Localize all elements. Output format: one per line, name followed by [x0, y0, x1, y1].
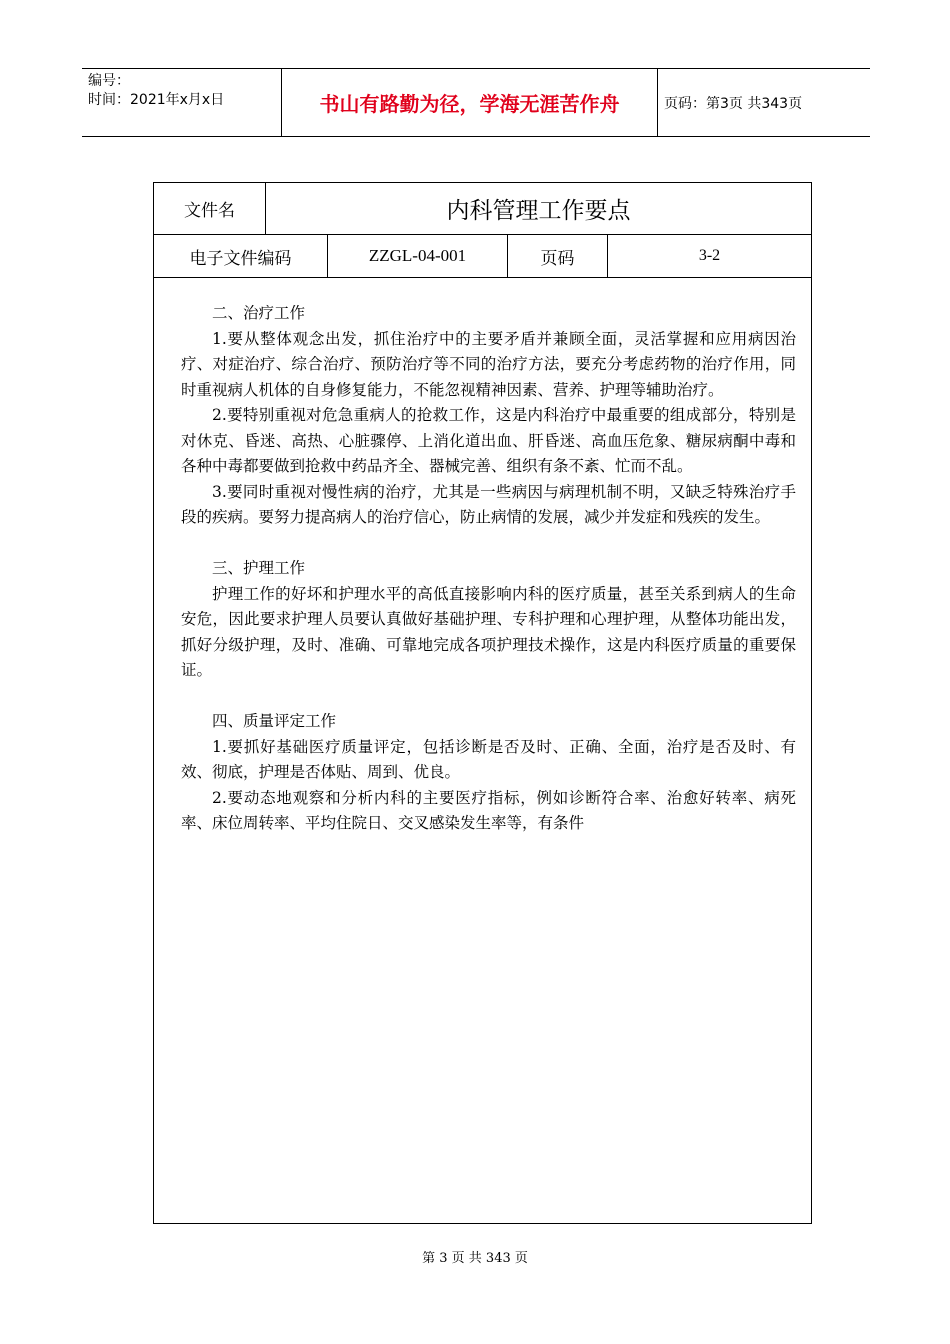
paragraph: 2.要动态地观察和分析内科的主要医疗指标，例如诊断符合率、治愈好转率、病死率、床位周转率、平均住院日、交叉感染发生率等，有条件: [181, 788, 796, 832]
paragraph: 护理工作的好坏和护理水平的高低直接影响内科的医疗质量，甚至关系到病人的生命安危，因此要求护理人员要认真做好基础护理、专科护理和心理护理，从整体功能出发，抓好分级护理，及时、准确、可靠地完成各项护理技术操作，这是内科医疗质量的重要保证。: [181, 584, 796, 679]
page-value: 3-2: [698, 247, 721, 264]
page-label: 页码: [508, 235, 608, 277]
document-frame: [153, 182, 812, 1224]
paragraph: 1.要从整体观念出发，抓住治疗中的主要矛盾并兼顾全面，灵活掌握和应用病因治疗、对症治疗、综合治疗、预防治疗等不同的治疗方法，要充分考虑药物的治疗作用，同时重视病人机体的自身修复能力，不能忽视精神因素、营养、护理等辅助治疗。: [181, 329, 796, 399]
header-number: 编号：: [88, 73, 130, 89]
page-footer: 第 3 页 共 343 页: [422, 1251, 528, 1266]
section-heading: 三、护理工作: [212, 559, 306, 577]
meta-row: [154, 235, 811, 278]
header-time: 时间：2021年x月x日: [88, 92, 225, 108]
title-row: [154, 183, 811, 235]
header-meta: [82, 69, 282, 136]
filename-label: 文件名: [154, 183, 266, 234]
code-value: ZZGL-04-001: [328, 235, 508, 277]
header-motto: 书山有路勤为径，学海无涯苦作舟: [282, 69, 658, 136]
page-header: [82, 68, 870, 137]
section-heading: 二、治疗工作: [212, 304, 306, 322]
header-page-info: 页码：第3页 共343页: [664, 95, 803, 112]
code-label: 电子文件编码: [154, 235, 328, 277]
document-body: [181, 301, 796, 837]
paragraph: 2.要特别重视对危急重病人的抢救工作，这是内科治疗中最重要的组成部分，特别是对休克、昏迷、高热、心脏骤停、上消化道出血、肝昏迷、高血压危象、糖尿病酮中毒和各种中毒都要做到抢救中药品齐全、器械完善、组织有条不紊、忙而不乱。: [181, 406, 796, 475]
paragraph: 1.要抓好基础医疗质量评定，包括诊断是否及时、正确、全面，治疗是否及时、有效、彻底，护理是否体贴、周到、优良。: [181, 737, 796, 781]
paragraph: 3.要同时重视对慢性病的治疗，尤其是一些病因与病理机制不明，又缺乏特殊治疗手段的疾病。要努力提高病人的治疗信心，防止病情的发展，减少并发症和残疾的发生。: [181, 482, 796, 526]
document-title: 内科管理工作要点: [446, 198, 631, 224]
section-heading: 四、质量评定工作: [212, 712, 337, 730]
